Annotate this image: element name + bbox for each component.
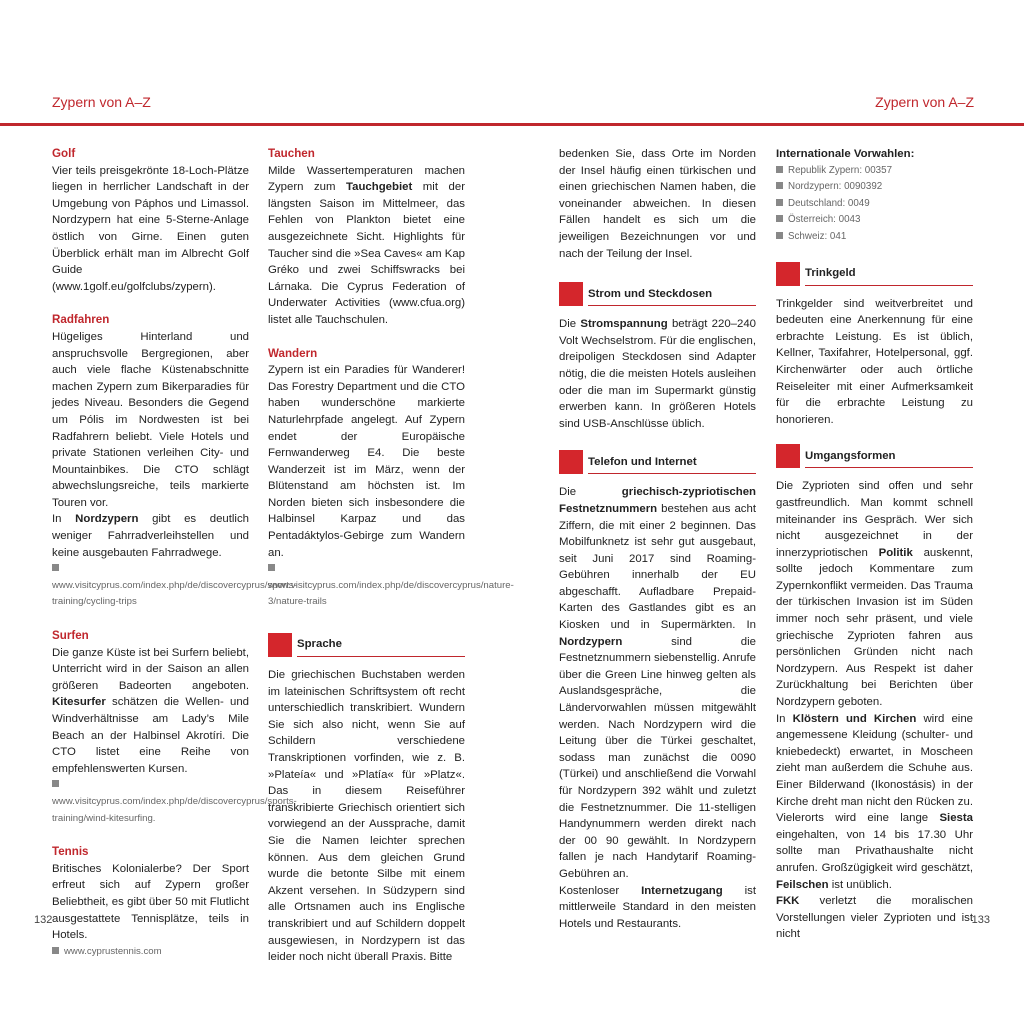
surfen-heading: Surfen <box>52 629 89 643</box>
umgangsformen-text <box>776 478 973 710</box>
wandern-link[interactable] <box>268 561 514 611</box>
page-number-right: 133 <box>971 914 990 926</box>
bold-term: Internetzugang <box>641 884 723 897</box>
square-bullet-icon <box>776 182 783 189</box>
text-span: beträgt 220–240 Volt Wechselstrom. Für die englischen, dreipoligen Steckdosen sind Adapter nötig, die die meisten Hotels ausleihen oder die man im Supermarkt günstig erwerben kann. In größeren Hotels sind USB-Anschlüsse üblich. <box>559 318 757 430</box>
strom-text <box>559 316 756 432</box>
vorwahl-text: Österreich: 0043 <box>788 214 861 226</box>
radfahren-text: Hügeliges Hinterland und anspruchsvolle Bergregionen, aber auch viele flache Küstenabschnitte machen Zypern zum Bikerparadies für jedes Niveau. Besonders die Gegend um Pólis im Nordwesten ist bei Radfahrern beliebt. Viele Hotels und private Stationen verleihen City- und Mountainbikes. Die CTO schlägt abwechslungsreiche, teils markierte Touren vor. <box>52 330 249 509</box>
trinkgeld-text: Trinkgelder sind weitverbreitet und bedeuten eine Anerkennung für eine erbrachte Leistung. Es ist üblich, Kellner, Taxifahrer, Hotelpersonal, ggf. Kirchenwärter oder auch örtliche Reiseleiter mit einer Aufmerksamkeit für die erbrachte Leistung zu honorieren. <box>776 297 973 426</box>
vorwahl-item <box>776 229 973 246</box>
vorwahl-text: Schweiz: 041 <box>788 230 847 242</box>
link-text: www.visitcyprus.com/index.php/de/discovercyprus/sports-training/wind-kitesurfing. <box>52 795 297 824</box>
radfahren-link[interactable] <box>52 561 297 611</box>
page-number-left: 132 <box>34 914 53 926</box>
text-span: eingehalten, von 14 bis 17.30 Uhr sollte man Privathaushalte nicht anrufen. Großzügigkeit wird geschätzt, <box>776 828 973 874</box>
vorwahl-item <box>776 163 973 180</box>
text-span: ist mittlerweile Standard in den meisten Hotels und Restaurants. <box>559 884 756 930</box>
running-header-left: Zypern von A–Z <box>52 94 151 110</box>
vorwahlen-title: Internationale Vorwahlen: <box>776 148 915 160</box>
radfahren-text-2 <box>52 511 249 561</box>
text-span: bestehen aus acht Ziffern, die mit einer 2 beginnen. Das Mobilfunknetz ist sehr gut ausgebaut, seit Juni 2017 sind Roaming-Gebühren innerhalb der EU abgeschafft. Aufladbare Prepaid-Karten des Gastlandes gibt es an Kiosken und in Supermärkten. In <box>559 502 756 632</box>
text-span: mit der längsten Saison im Mittelmeer, das Fehlen von Plankton bietet eine ausgezeichnete Sicht. Highlights für Taucher sind die »Sea Caves« am Kap Gréko und zwei Schiffswracks bei Lárnaka. Die Cyprus Federation of Underwater Activities (www.cfua.org) listet alle Tauchschulen. <box>268 181 465 326</box>
text-span: Kostenloser <box>559 884 642 897</box>
sprache-title: Sprache <box>297 636 465 657</box>
column-3 <box>559 146 756 932</box>
telefon-text <box>559 484 756 882</box>
vorwahl-item <box>776 196 973 213</box>
bold-term: Nordzypern <box>75 513 139 526</box>
vorwahl-item <box>776 179 973 196</box>
text-span: Milde Wassertemperaturen machen Zypern zum <box>268 164 465 194</box>
header-rule <box>0 123 1024 126</box>
link-text: www.cyprustennis.com <box>64 945 162 957</box>
tauchen-heading: Tauchen <box>268 147 315 160</box>
umgangsformen-box-heading <box>776 444 973 468</box>
sprache-box-heading <box>268 633 465 657</box>
square-bullet-icon <box>52 947 59 954</box>
golf-text: Vier teils preisgekrönte 18-Loch-Plätze liegen in herrlicher Landschaft in der Umgebung von Páphos und Limassol. Nordzypern hat eine 5-Sterne-Anlage östlich von Girne. Einen guten Überblick erhält man im Albrecht Golf Guide (www.1golf.eu/golfclubs/zypern). <box>52 164 249 293</box>
square-bullet-icon <box>52 564 59 571</box>
umgangsformen-text-2 <box>776 711 973 894</box>
trinkgeld-title: Trinkgeld <box>805 265 973 286</box>
tennis-link[interactable] <box>52 944 249 961</box>
internet-text <box>559 883 756 933</box>
bold-term: Kitesurfer <box>52 696 106 709</box>
vorwahl-text: Nordzypern: 0090392 <box>788 181 883 193</box>
tauchen-text <box>268 163 465 329</box>
text-span: Die ganze Küste ist bei Surfern beliebt, Unterricht wird in der Saison an allen größeren Badeorten angeboten. <box>52 646 249 692</box>
bold-term: Siesta <box>939 812 973 825</box>
surfen-link[interactable] <box>52 777 297 827</box>
bold-term: Feilschen <box>776 878 829 891</box>
bold-term: FKK <box>776 895 800 908</box>
umgangsformen-title: Umgangsformen <box>805 448 973 469</box>
sprache-continued-text: bedenken Sie, dass Orte im Norden der Insel häufig einen türkischen und einen griechischen Namen haben, die voneinander abweichen. In diesen Fällen handelt es sich um die jeweiligen Bezeichnungen vor und nach der Teilung der Insel. <box>559 148 756 260</box>
bold-term: Tauchgebiet <box>346 181 413 194</box>
red-square-icon <box>776 262 800 286</box>
square-bullet-icon <box>776 215 783 222</box>
link-text: www.visitcyprus.com/index.php/de/discovercyprus/sports-training/cycling-trips <box>52 579 297 608</box>
bold-term: Klöstern und Kirchen <box>792 712 917 725</box>
square-bullet-icon <box>52 780 59 787</box>
bold-term: Politik <box>878 546 913 559</box>
red-square-icon <box>559 282 583 306</box>
strom-box-heading <box>559 282 756 306</box>
red-square-icon <box>776 444 800 468</box>
trinkgeld-box-heading <box>776 262 973 286</box>
link-text: www.visitcyprus.com/index.php/de/discovercyprus/nature-3/nature-trails <box>268 579 514 608</box>
red-square-icon <box>268 633 292 657</box>
square-bullet-icon <box>776 232 783 239</box>
telefon-box-heading <box>559 450 756 474</box>
wandern-heading: Wandern <box>268 346 318 360</box>
telefon-title: Telefon und Internet <box>588 454 756 475</box>
vorwahl-item <box>776 212 973 229</box>
tennis-heading: Tennis <box>52 845 89 859</box>
bold-term: Stromspannung <box>580 318 668 331</box>
running-header-right: Zypern von A–Z <box>875 94 974 110</box>
fkk-text <box>776 893 973 943</box>
strom-title: Strom und Steckdosen <box>588 286 756 307</box>
tennis-text: Britisches Kolonialerbe? Der Sport erfreut sich auf Zypern großer Beliebtheit, es gibt über 50 mit Flutlicht ausgestattete Tennisplätze, teils in Hotels. <box>52 862 249 942</box>
text-span: Die <box>559 318 581 331</box>
text-span: In <box>52 513 76 526</box>
golf-heading: Golf <box>52 147 76 160</box>
square-bullet-icon <box>776 166 783 173</box>
sprache-text: Die griechischen Buchstaben werden im lateinischen Schriftsystem oft recht unterschiedlich transkribiert. Wundern Sie sich also nicht, wenn Sie auf Schildern verschiedene Transkriptionen vorfinden, wie z. B. »Plateía« und »Platía« für »Platz«. Das in diesem Reiseführer transkribierte Griechisch orientiert sich vorwiegend an der Aussprache, damit Sie die Namen leichter sprechen können. Aus dem gleichen Grund wurde die betonte Silbe mit einem Akzent versehen. In Südzypern sind alle Ortsnamen auch ins Englische transkribiert und auf Schildern doppelt ausgewiesen, in Nordzypern ist das leider noch nicht überall Praxis. Bitte <box>268 669 465 964</box>
text-span: gibt es deutlich weniger Fahrradverleihstellen und keine ausgebauten Fahrradwege. <box>52 513 249 559</box>
red-square-icon <box>559 450 583 474</box>
text-span: In <box>776 712 793 725</box>
text-span: ist unüblich. <box>828 878 892 891</box>
surfen-text <box>52 645 249 778</box>
column-2 <box>268 146 514 966</box>
square-bullet-icon <box>776 199 783 206</box>
text-span: Die <box>559 486 622 499</box>
text-span: verletzt die moralischen Vorstellungen vieler Zyprioten und ist nicht <box>776 895 973 941</box>
text-span: auskennt, sollte jedoch Kommentare zum Zypernkonflikt vermeiden. Das Trauma der türkischen Invasion ist im Süden immer noch sehr präsent, und viele griechische Zyprioten fahren aus persönlichen Gründen nicht nach Nordzypern. Aus Respekt ist daher Zurückhaltung bei Berichten über Nordzypern geboten. <box>776 546 973 709</box>
text-span: Die Zyprioten sind offen und sehr gastfreundlich. Man kommt schnell miteinander ins Gespräch. Wer sich nicht ausgezeichnet in der innerzypriotischen <box>776 480 973 559</box>
vorwahl-text: Republik Zypern: 00357 <box>788 164 893 176</box>
square-bullet-icon <box>268 564 275 571</box>
text-span: wird eine angemessene Kleidung (schulter- und kniebedeckt) erwartet, in Moscheen zieht man außerdem die Schuhe aus. Einer Bilderwand (Ikonostásis) in der Kirche dreht man nicht den Rücken zu. Vielerorts wird eine lange <box>776 712 973 825</box>
radfahren-heading: Radfahren <box>52 313 110 327</box>
text-span: schätzen die Wellen- und Windverhältnisse am Lady’s Mile Beach an der Halbinsel Akrotíri. Die CTO listet eine Reihe von empfehlenswerten Kursen. <box>52 696 249 775</box>
text-span: sind die Festnetznummern siebenstellig. Anrufe über die Green Line hinweg gelten als Auslandsgespräche, die Ländervorwahlen müssen mitgewählt werden. Nach Nordzypern wird die Leitung über die Türkei geschaltet, sodass man zunächst die 0090 (Türkei) und anschließend die Vorwahl für Nordzypern 392 wählt und zuletzt die Festnetznummer. Die 11-stelligen Handynummern werden direkt nach der 00 90 gewählt. In Nordzypern fallen je nach Handytarif Roaming-Gebühren an. <box>559 635 756 880</box>
wandern-text: Zypern ist ein Paradies für Wanderer! Das Forestry Department und die CTO haben wunderschöne markierte Naturlehrpfade angelegt. Auf Zypern endet der Europäische Fernwanderweg E4. Die beste Wanderzeit ist im März, wenn der Blütenstand am höchsten ist. Im Norden bieten sich insbesondere die Halbinsel Karpaz und das Pentadáktylos-Gebirge zum Wandern an. <box>268 364 465 559</box>
bold-term: Nordzypern <box>559 635 623 648</box>
vorwahl-text: Deutschland: 0049 <box>788 197 870 209</box>
column-4 <box>776 146 973 943</box>
bold-term: griechisch-zypriotischen Festnetznummern <box>559 486 756 515</box>
